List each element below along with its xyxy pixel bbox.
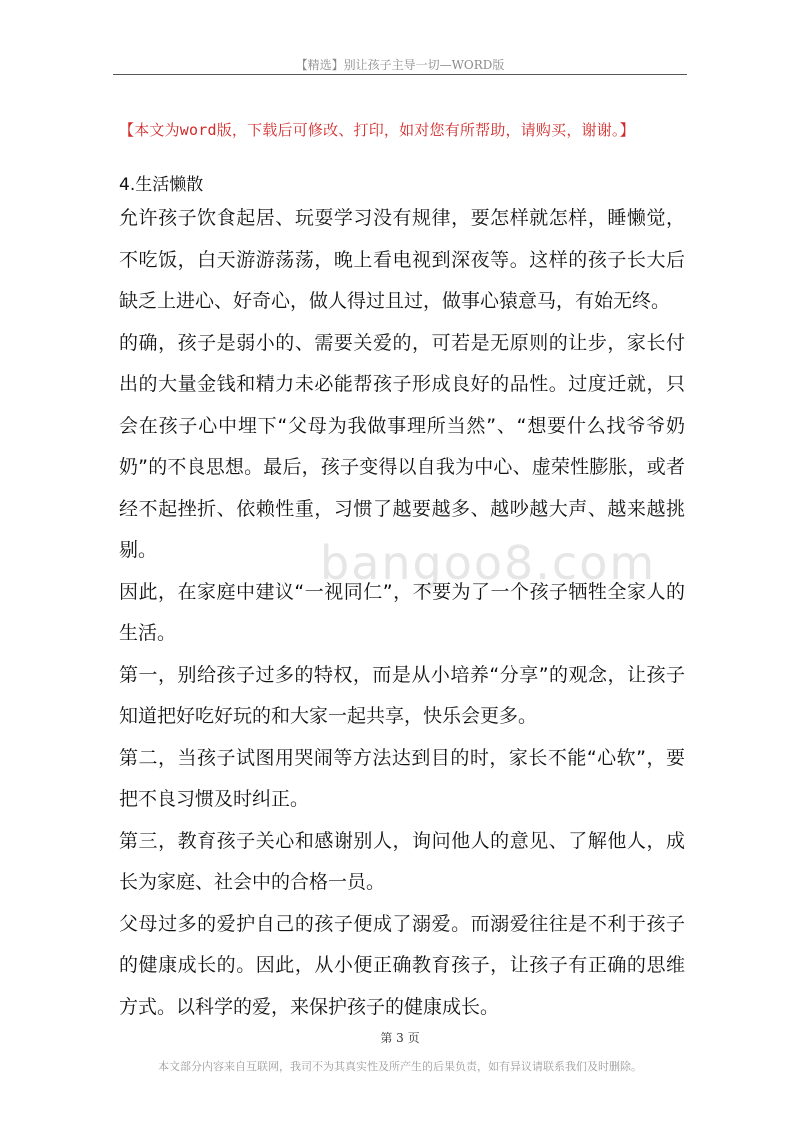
paragraph: 因此，在家庭中建议“一视同仁”，不要为了一个孩子牺牲全家人的生活。 [119, 580, 685, 644]
section-title: 4.生活懒散 [119, 175, 204, 195]
paragraph: 父母过多的爱护自己的孩子便成了溺爱。而溺爱往往是不利于孩子的健康成长的。因此，从小便正确教育孩子，让孩子有正确的思维方式。以科学的爱，来保护孩子的健康成长。 [119, 912, 685, 1018]
page-header-title: 【精选】别让孩子主导一切—WORD版 [295, 58, 505, 72]
paragraph: 第一，别给孩子过多的特权，而是从小培养“分享”的观念，让孩子知道把好吃好玩的和大家一起共享，快乐会更多。 [119, 663, 685, 727]
paragraph: 的确，孩子是弱小的、需要关爱的，可若是无原则的让步，家长付出的大量金钱和精力未必能帮孩子形成良好的品性。过度迁就，只会在孩子心中埋下“父母为我做事理所当然”、“想要什么找爷爷奶奶”的不良思想。最后，孩子变得以自我为中心、虚荣性膨胀，或者经不起挫折、依赖性重，习惯了越要越多、越吵越大声、越来越挑剔。 [119, 331, 685, 561]
watermark: bangoo8.com [320, 536, 657, 590]
footer-disclaimer: 本文部分内容来自互联网，我司不为其真实性及所产生的后果负责，如有异议请联系我们及时删除。 [158, 1060, 642, 1073]
download-notice: 【本文为word版，下载后可修改、打印，如对您有所帮助，请购买，谢谢。】 [119, 121, 635, 139]
header-divider [113, 74, 687, 75]
page-number: 第 3 页 [380, 1031, 420, 1045]
paragraph: 第三，教育孩子关心和感谢别人，询问他人的意见、了解他人，成长为家庭、社会中的合格一员。 [119, 829, 685, 893]
paragraph: 允许孩子饮食起居、玩耍学习没有规律，要怎样就怎样，睡懒觉，不吃饭，白天游游荡荡，晚上看电视到深夜等。这样的孩子长大后缺乏上进心、好奇心，做人得过且过，做事心猿意马，有始无终。 [119, 207, 685, 312]
paragraph: 第二，当孩子试图用哭闹等方法达到目的时，家长不能“心软”，要把不良习惯及时纠正。 [119, 746, 685, 810]
body-text [119, 198, 685, 1028]
